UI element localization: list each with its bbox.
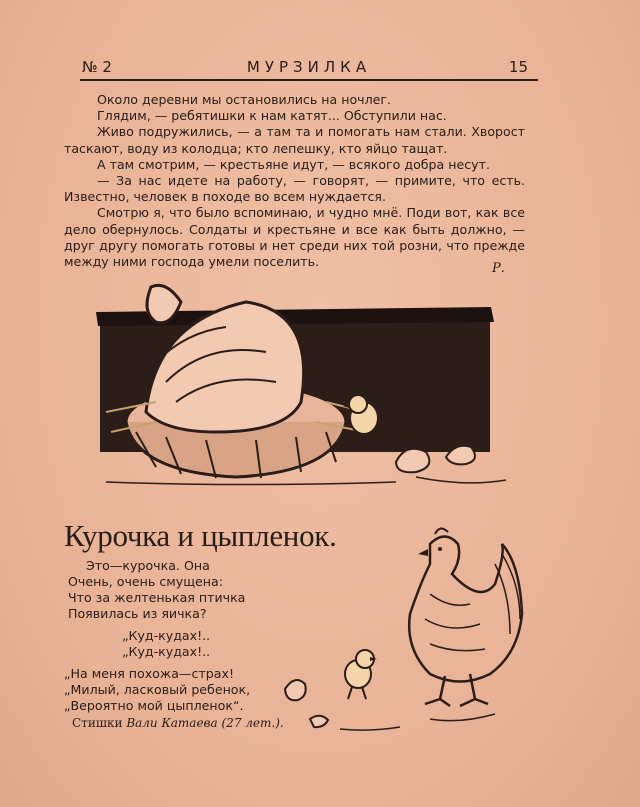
page-number: 15 (508, 58, 528, 76)
header-rule (80, 79, 538, 81)
poem-line: „Куд-кудах!.. (122, 644, 211, 659)
story-paragraph: — За нас идете на работу, — говорят, — примите, что есть. Известно, человек в походе во всем нуждается. (64, 173, 525, 205)
story-paragraph: Около деревни мы остановились на ночлег. (97, 92, 392, 107)
poem-line: „Вероятно мой цыпленок“. (64, 698, 244, 713)
hen-on-nest-illustration (96, 282, 518, 496)
poem-line: Это—курочка. Она (86, 558, 210, 573)
credit-prefix: Стишки (72, 716, 123, 730)
poem-line: Появилась из яичка? (68, 606, 207, 621)
poem-line: Что за желтенькая птичка (68, 590, 246, 605)
issue-number: № 2 (82, 58, 112, 76)
credit-author: Вали Катаева (27 лет.) (126, 716, 280, 730)
poem-line: „Милый, ласковый ребенок, (64, 682, 251, 697)
poem-credit (72, 716, 284, 730)
magazine-title: МУРЗИЛКА (246, 58, 372, 76)
poem-line: „Куд-кудах!.. (122, 628, 211, 643)
story-paragraph: Смотрю я, что было вспоминаю, и чудно мнё. Поди вот, как все дело обернулось. Солдаты и крестьяне и все как быть должно, — друг другу помогать готовы и нет среди них той розни, что прежде между ними господа умели поселить. (64, 205, 525, 270)
story-paragraph: Глядим, — ребятишки к нам катят... Обступили нас. (97, 108, 447, 124)
credit-suffix: . (279, 716, 284, 730)
page-header (80, 58, 538, 78)
poem-title: Курочка и цыпленок. (64, 518, 337, 553)
story-paragraph: Живо подружились, — а там та и помогать нам стали. Хворост таскают, воду из колодца; кто лепешку, кто яйцо тащат. (64, 124, 525, 156)
poem-line: Очень, очень смущена: (68, 574, 223, 589)
hen-and-chick-illustration (280, 524, 530, 739)
story-text (64, 92, 525, 270)
poem-line: „На меня похожа—страх! (64, 666, 235, 681)
story-signature: Р. (492, 261, 505, 276)
poem-text (64, 558, 250, 714)
story-paragraph: А там смотрим, — крестьяне идут, — всякого добра несут. (97, 156, 490, 172)
